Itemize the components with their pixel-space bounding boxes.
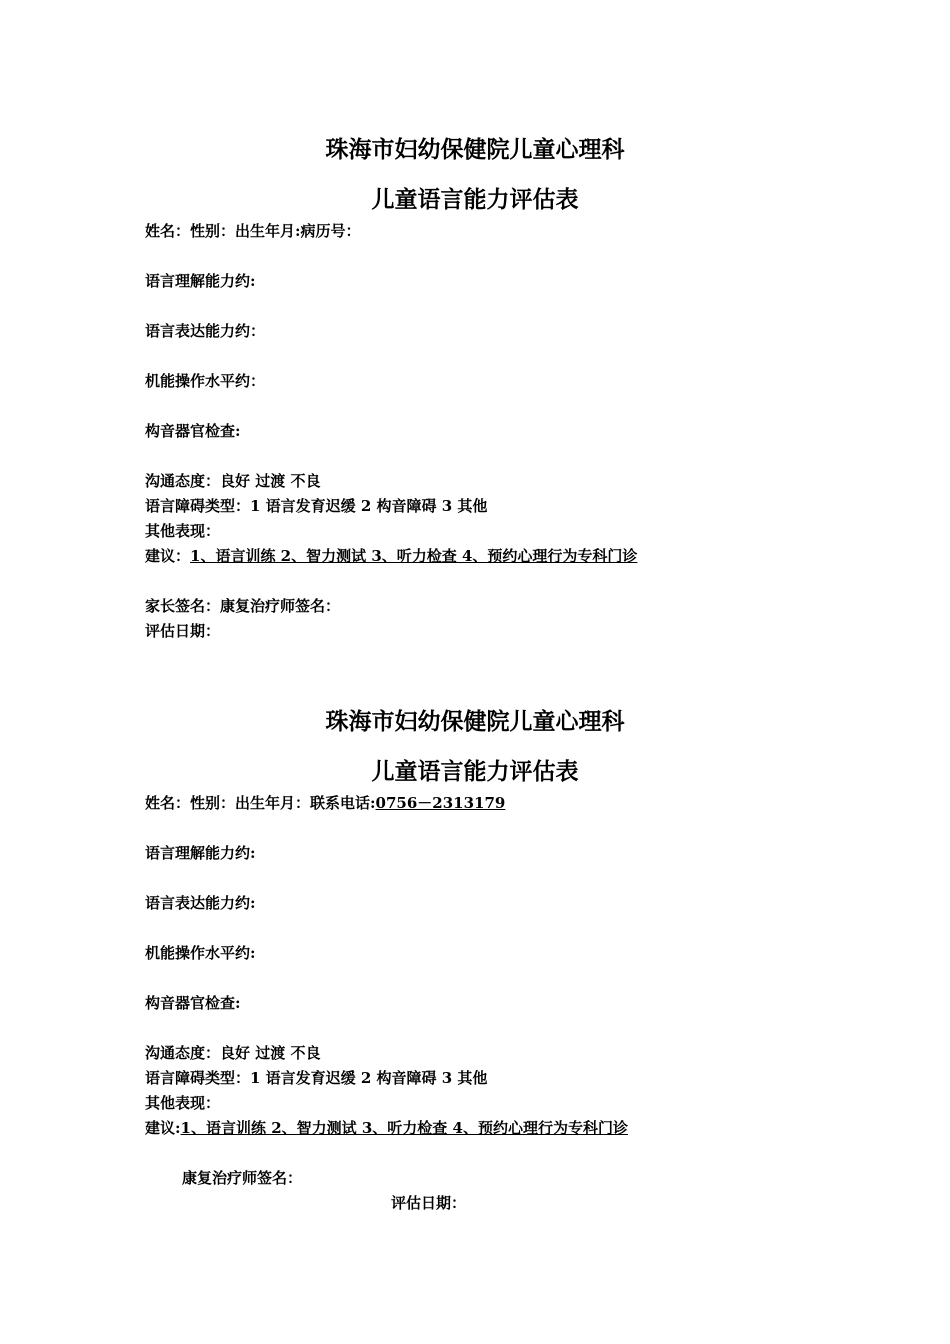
form-1-other: 其他表现： [145, 522, 221, 540]
form-1-motor-level: 机能操作水平约： [145, 372, 266, 390]
form-1-expression: 语言表达能力约： [145, 322, 266, 340]
form-2-date: 评估日期： [391, 1194, 467, 1212]
form-2-advice [145, 1116, 805, 1141]
form-1-advice-text: 1、语言训练 2、智力测试 3、听力检查 4、预约心理行为专科门诊 [190, 547, 638, 565]
form-1-patient-info: 姓名：性别：出生年月:病历号： [145, 222, 361, 240]
form-2-expression: 语言表达能力约: [145, 894, 256, 912]
form-2-articulation: 构音器官检查: [145, 994, 241, 1012]
form-1-signatures: 家长签名：康复治疗师签名： [145, 597, 341, 615]
form-1-title: 珠海市妇幼保健院儿童心理科 [325, 137, 625, 163]
form-1-date: 评估日期： [145, 622, 221, 640]
form-2-therapist-signature: 康复治疗师签名： [182, 1169, 303, 1187]
form-1-subtitle: 儿童语言能力评估表 [371, 187, 579, 213]
form-1-advice [145, 544, 805, 569]
assessment-form-2 [145, 704, 805, 1216]
form-2-patient-info [145, 791, 805, 816]
form-1-attitude: 沟通态度：良好 过渡 不良 [145, 472, 321, 490]
form-2-attitude: 沟通态度：良好 过渡 不良 [145, 1044, 321, 1062]
form-2-title: 珠海市妇幼保健院儿童心理科 [325, 709, 625, 735]
form-2-advice-label: 建议: [145, 1119, 181, 1137]
form-2-other: 其他表现： [145, 1094, 221, 1112]
form-1-comprehension: 语言理解能力约: [145, 272, 256, 290]
form-2-subtitle: 儿童语言能力评估表 [371, 759, 579, 785]
form-1-articulation: 构音器官检查: [145, 422, 241, 440]
form-1-disorder-type: 语言障碍类型：1 语言发育迟缓 2 构音障碍 3 其他 [145, 497, 488, 515]
form-2-phone: 0756－2313179 [375, 794, 506, 812]
form-2-advice-text: 1、语言训练 2、智力测试 3、听力检查 4、预约心理行为专科门诊 [180, 1119, 628, 1137]
form-2-patient-info-label: 姓名：性别：出生年月：联系电话: [145, 794, 376, 812]
form-2-disorder-type: 语言障碍类型：1 语言发育迟缓 2 构音障碍 3 其他 [145, 1069, 488, 1087]
form-2-motor-level: 机能操作水平约: [145, 944, 256, 962]
form-1-advice-label: 建议： [145, 547, 191, 565]
form-2-comprehension: 语言理解能力约: [145, 844, 256, 862]
assessment-form-1 [145, 132, 805, 644]
